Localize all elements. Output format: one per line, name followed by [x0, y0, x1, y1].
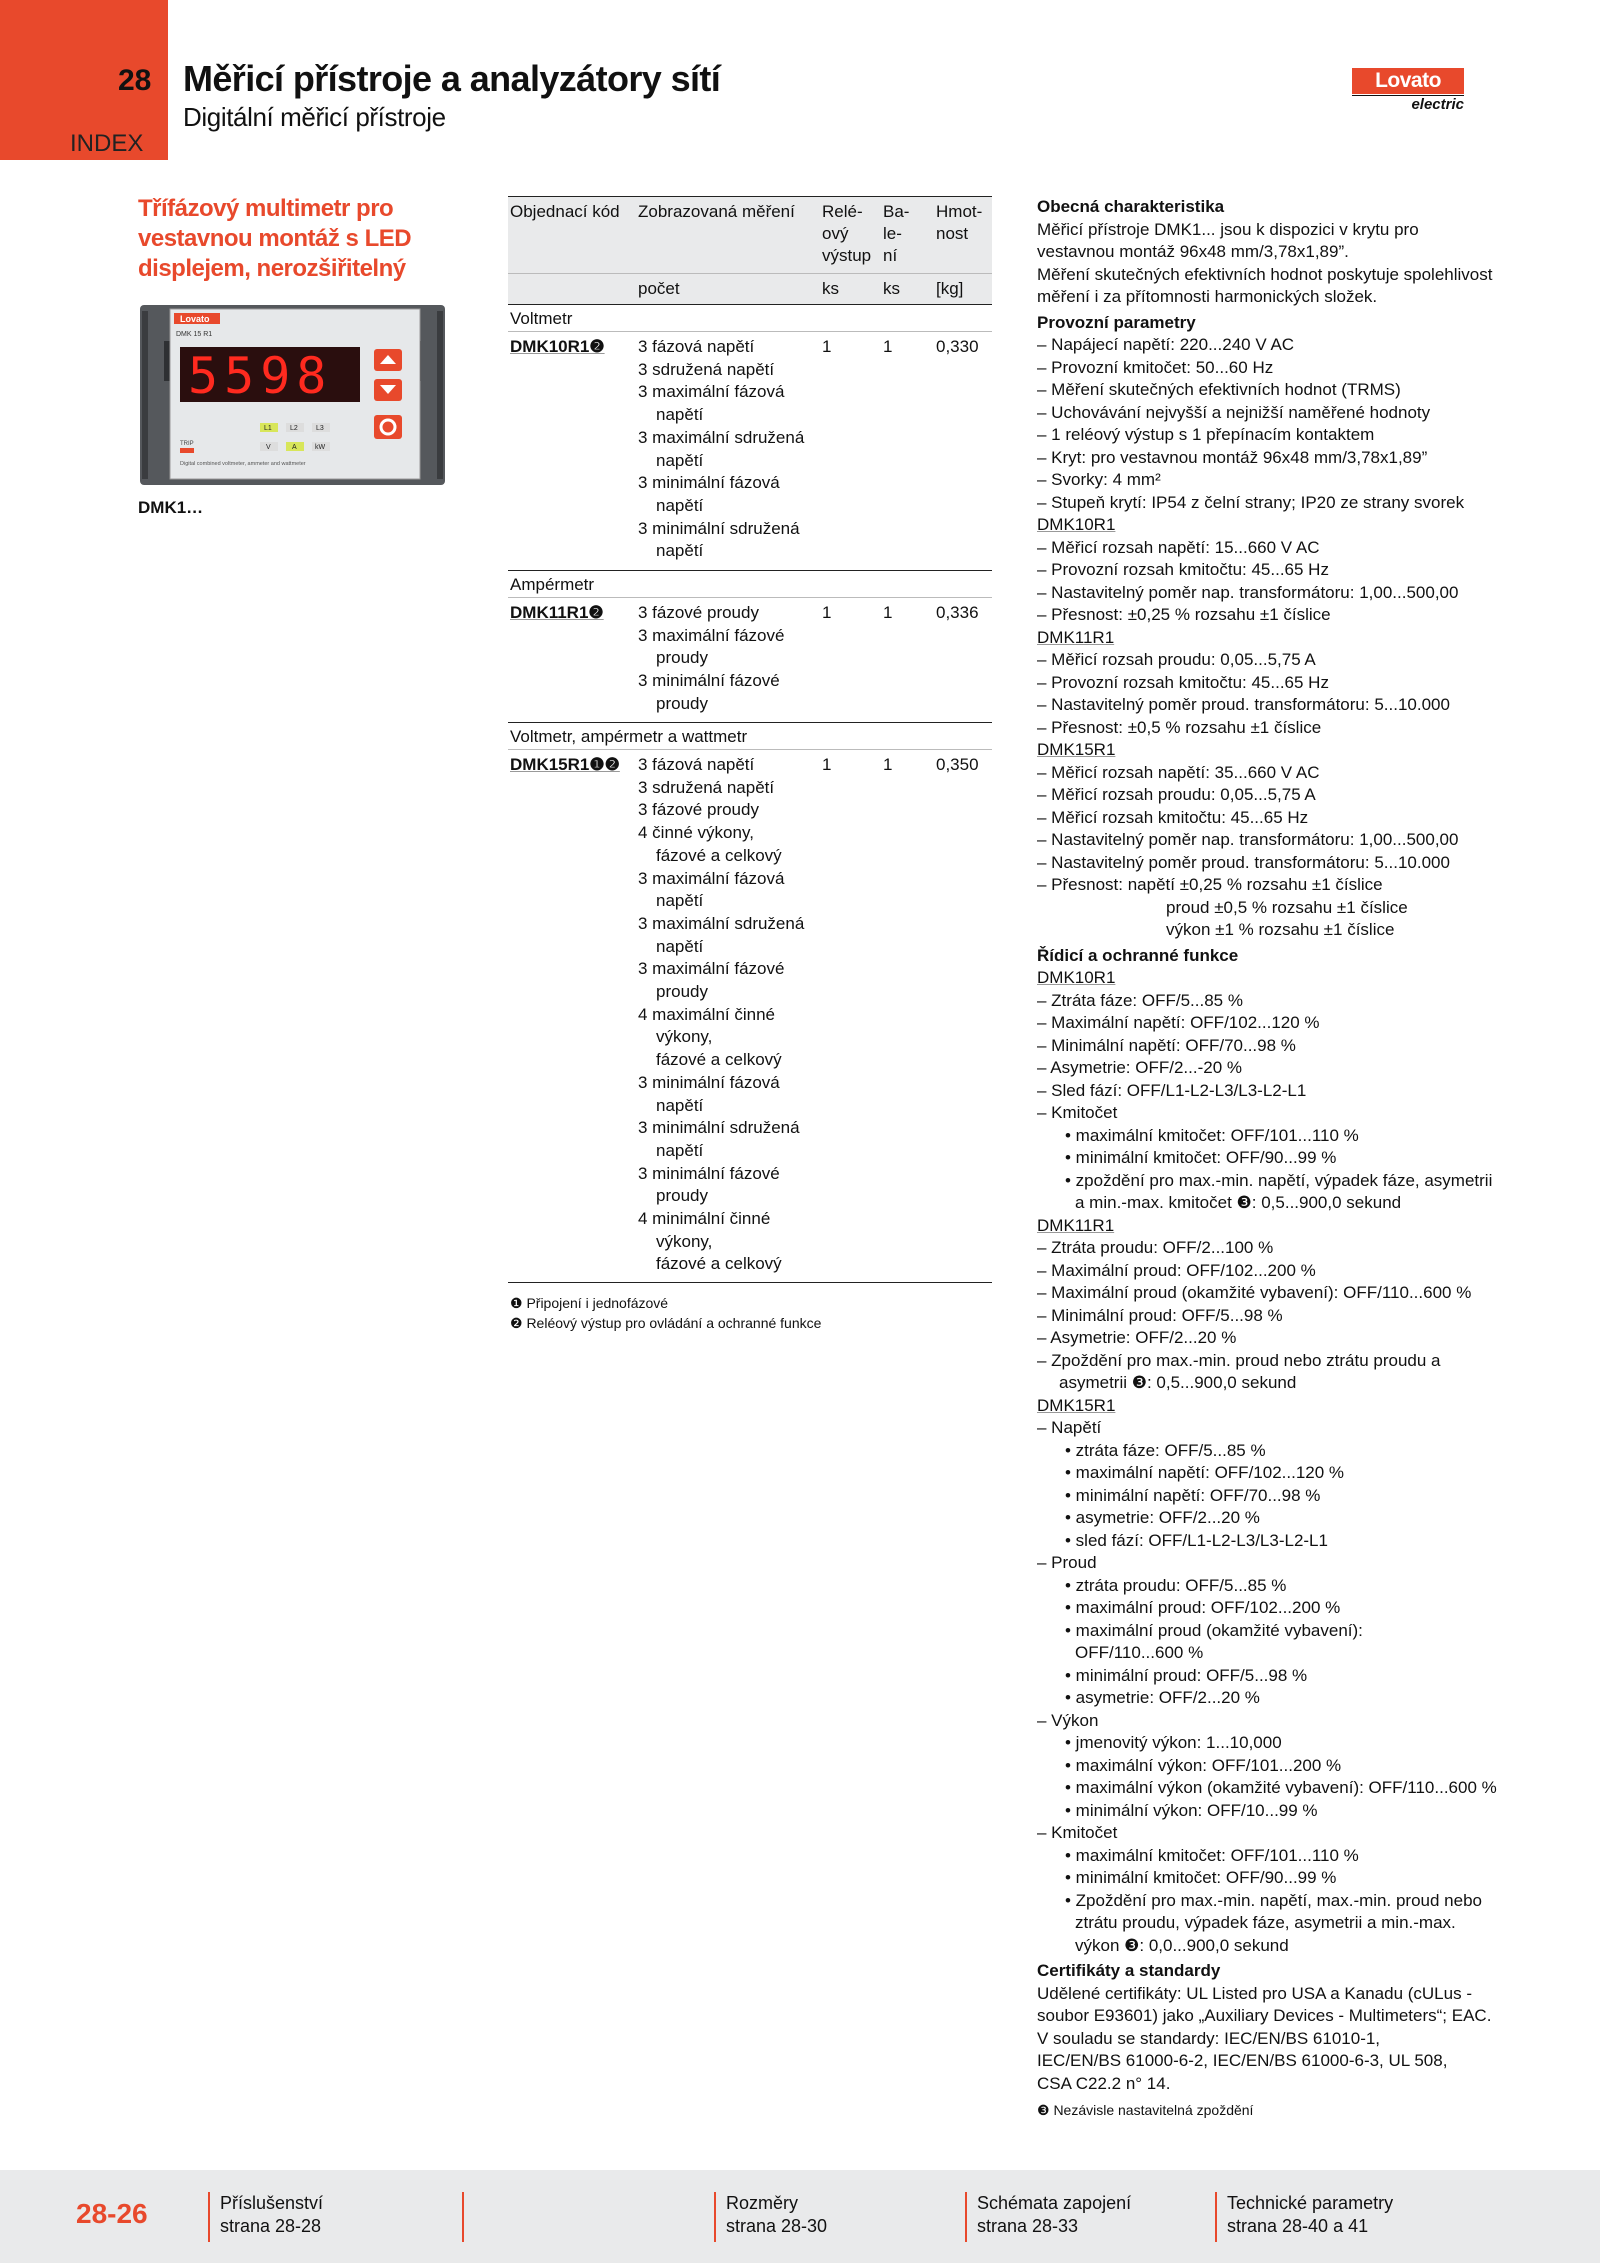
spec-line: CSA C22.2 n° 14.: [1037, 2073, 1171, 2093]
spec-heading: Provozní parametry: [1037, 312, 1196, 332]
spec-line: • sled fází: OFF/L1-L2-L3/L3-L2-L1: [1065, 1530, 1328, 1550]
spec-line: • minimální kmitočet: OFF/90...99 %: [1065, 1868, 1337, 1887]
unit-ks-relay: ks: [822, 279, 839, 298]
table-row: [508, 331, 992, 570]
spec-line: – Kryt: pro vestavnou montáž 96x48 mm/3,78x1,89”: [1037, 447, 1428, 467]
col-header-pack: Ba- le- ní: [883, 202, 910, 265]
spec-line: • minimální proud: OFF/5...98 %: [1065, 1665, 1308, 1685]
spec-line: – Proud: [1037, 1553, 1097, 1572]
footnote-2: ❷ Reléový výstup pro ovládání a ochranné funkce: [510, 1315, 822, 1331]
measurement-list: 3 fázová napětí 3 sdružená napětí 3 fázové proudy 4 činné výkony, fázové a celkový 3 maximální fázová napětí 3 maximální sdružená napětí 3 maximální fázové proudy 4 maximální činné výkony, fázové a celkový 3 minimální fázová napětí 3 minimální sdružená napětí 3 minimální fázové proudy 4 minimální činné výkony, fázové a celkový: [638, 755, 805, 1274]
measurement-list: 3 fázové proudy 3 maximální fázové proudy 3 minimální fázové proudy: [638, 603, 785, 713]
spec-line: • maximální kmitočet: OFF/101...110 %: [1065, 1125, 1359, 1145]
spec-line: • Zpoždění pro max.-min. napětí, max.-min. proud nebo: [1065, 1890, 1482, 1910]
device-model: DMK 15 R1: [176, 331, 213, 338]
footer-separator: [714, 2192, 716, 2242]
spec-line: V souladu se standardy: IEC/EN/BS 61010-1,: [1037, 2028, 1381, 2048]
unit-count: počet: [638, 279, 680, 298]
spec-line: – Nastavitelný poměr proud. transformátoru: 5...10.000: [1037, 695, 1450, 714]
order-code: DMK11R1❷: [510, 603, 604, 622]
spec-line: – Ztráta fáze: OFF/5...85 %: [1037, 990, 1243, 1010]
spec-line: – Přesnost: napětí ±0,25 % rozsahu ±1 číslice: [1037, 875, 1383, 894]
spec-line: • maximální napětí: OFF/102...120 %: [1065, 1463, 1345, 1482]
section-label: Voltmetr, ampérmetr a wattmetr: [508, 722, 992, 749]
spec-line: proud ±0,5 % rozsahu ±1 číslice: [1166, 897, 1408, 917]
spec-line: • maximální proud (okamžité vybavení):: [1065, 1620, 1363, 1640]
spec-line: – Přesnost: ±0,5 % rozsahu ±1 číslice: [1037, 717, 1322, 737]
spec-line: – Provozní rozsah kmitočtu: 45...65 Hz: [1037, 672, 1329, 692]
table-header-row: [508, 196, 992, 273]
product-title: Třífázový multimetr pro vestavnou montáž s LED displejem, nerozšiřitelný: [138, 195, 412, 282]
pack-count: 1: [883, 337, 893, 356]
spec-heading: Obecná charakteristika: [1037, 197, 1225, 216]
footer-link-wiring[interactable]: Schémata zapojení strana 28-33: [977, 2193, 1132, 2236]
spec-line: – Nastavitelný poměr nap. transformátoru: 1,00...500,00: [1037, 582, 1459, 602]
spec-line: – Přesnost: ±0,25 % rozsahu ±1 číslice: [1037, 605, 1331, 624]
unit-v: V: [266, 444, 271, 451]
footer-separator: [462, 2192, 464, 2242]
spec-line: • ztráta fáze: OFF/5...85 %: [1065, 1440, 1266, 1460]
order-code: DMK10R1❷: [510, 337, 605, 356]
unit-kg: [kg]: [936, 279, 964, 298]
spec-line: • minimální kmitočet: OFF/90...99 %: [1065, 1148, 1337, 1167]
footer-separator: [208, 2192, 210, 2242]
spec-model-label: DMK15R1: [1037, 1395, 1116, 1415]
led-display: 5598: [188, 347, 333, 405]
spec-line: • asymetrie: OFF/2...20 %: [1065, 1508, 1260, 1527]
footer-separator: [1215, 2192, 1217, 2242]
trip-label: TRIP: [180, 441, 194, 447]
table-row: [508, 749, 992, 1282]
spec-line: – Sled fází: OFF/L1-L2-L3/L3-L2-L1: [1037, 1080, 1307, 1100]
spec-line: ztrátu proudu, výpadek fáze, asymetrii a min.-max.: [1075, 1913, 1456, 1932]
spec-line: • minimální výkon: OFF/10...99 %: [1065, 1800, 1318, 1820]
page-number: 28-26: [76, 2198, 148, 2229]
led-l2: L2: [290, 425, 298, 432]
spec-line: – Ztráta proudu: OFF/2...100 %: [1037, 1238, 1274, 1257]
page-title: Měřicí přístroje a analyzátory sítí: [183, 58, 721, 99]
lovato-logo: [1352, 68, 1464, 114]
spec-line: výkon ±1 % rozsahu ±1 číslice: [1166, 920, 1395, 939]
spec-line: – Měření skutečných efektivních hodnot (TRMS): [1037, 380, 1401, 399]
order-table: [508, 196, 992, 1333]
logo-wordmark: Lovato: [1352, 68, 1464, 94]
spec-line: • maximální proud: OFF/102...200 %: [1065, 1598, 1341, 1617]
spec-line: • ztráta proudu: OFF/5...85 %: [1065, 1575, 1287, 1595]
spec-line: OFF/110...600 %: [1075, 1643, 1204, 1662]
spec-line: • jmenovitý výkon: 1...10,000: [1065, 1733, 1282, 1752]
spec-line: – Asymetrie: OFF/2...20 %: [1037, 1328, 1237, 1347]
relay-count: 1: [822, 337, 832, 356]
spec-line: měření i za přítomnosti harmonických složek.: [1037, 287, 1378, 306]
page-footer: [0, 2170, 1600, 2263]
spec-line: – Měřicí rozsah napětí: 35...660 V AC: [1037, 762, 1320, 782]
spec-heading: Certifikáty a standardy: [1037, 1961, 1221, 1980]
spec-line: – Maximální proud: OFF/102...200 %: [1037, 1260, 1316, 1280]
spec-line: – Stupeň krytí: IP54 z čelní strany; IP20 ze strany svorek: [1037, 492, 1465, 512]
table-units-row: [508, 273, 992, 304]
relay-count: 1: [822, 603, 832, 622]
spec-heading: Řídicí a ochranné funkce: [1037, 945, 1239, 965]
spec-line: – Provozní kmitočet: 50...60 Hz: [1037, 357, 1274, 377]
footer-link-dimensions[interactable]: Rozměry strana 28-30: [726, 2193, 828, 2236]
logo-tagline: electric: [1352, 95, 1464, 113]
spec-line: IEC/EN/BS 61000-6-2, IEC/EN/BS 61000-6-3, UL 508,: [1037, 2051, 1448, 2070]
spec-line: Měřicí přístroje DMK1... jsou k dispozici v krytu pro: [1037, 219, 1419, 239]
unit-kw: kW: [315, 444, 326, 451]
spec-line: Udělené certifikáty: UL Listed pro USA a Kanadu (cULus -: [1037, 1983, 1472, 2003]
spec-line: – Uchovávání nejvyšší a nejnižší naměřené hodnoty: [1037, 402, 1431, 422]
spec-line: • maximální kmitočet: OFF/101...110 %: [1065, 1845, 1359, 1865]
pack-count: 1: [883, 603, 893, 622]
spec-line: – 1 reléový výstup s 1 přepínacím kontaktem: [1037, 425, 1375, 444]
footnote-1: ❶ Připojení i jednofázové: [510, 1295, 669, 1311]
footer-separator: [965, 2192, 967, 2242]
led-l1: L1: [264, 425, 272, 432]
spec-model-label: DMK10R1: [1037, 968, 1116, 987]
device-footer-text: Digital combined voltmeter, ammeter and wattmeter: [180, 461, 306, 467]
spec-line: • maximální výkon (okamžité vybavení): OFF/110...600 %: [1065, 1778, 1497, 1797]
spec-line: – Měřicí rozsah proudu: 0,05...5,75 A: [1037, 785, 1316, 804]
table-bottom-rule: [508, 1282, 992, 1293]
col-header-measurements: Zobrazovaná měření: [638, 202, 795, 221]
spec-line: vestavnou montáž 96x48 mm/3,78x1,89”.: [1037, 242, 1349, 261]
spec-line: soubor E93601) jako „Auxiliary Devices - Multimeters“; EAC.: [1037, 2006, 1492, 2025]
index-link[interactable]: INDEX: [70, 130, 144, 157]
spec-line: výkon ❸: 0,0...900,0 sekund: [1075, 1935, 1289, 1955]
spec-line: – Asymetrie: OFF/2...-20 %: [1037, 1058, 1243, 1077]
table-row: [508, 597, 992, 722]
footer-link-accessories[interactable]: Příslušenství strana 28-28: [220, 2193, 324, 2236]
spec-model-label: DMK11R1: [1037, 627, 1115, 647]
spec-line: • zpoždění pro max.-min. napětí, výpadek fáze, asymetrii: [1065, 1170, 1493, 1190]
spec-line: – Napájecí napětí: 220...240 V AC: [1037, 335, 1295, 354]
spec-model-label: DMK11R1: [1037, 1215, 1115, 1235]
unit-ks-pack: ks: [883, 279, 900, 298]
spec-line: • asymetrie: OFF/2...20 %: [1065, 1688, 1260, 1707]
product-image: [140, 305, 445, 485]
spec-line: – Výkon: [1037, 1710, 1099, 1730]
spec-line: – Zpoždění pro max.-min. proud nebo ztrátu proudu a: [1037, 1350, 1441, 1370]
col-header-code: Objednací kód: [510, 202, 620, 221]
spec-line: asymetrii ❸: 0,5...900,0 sekund: [1059, 1373, 1297, 1392]
spec-line: – Provozní rozsah kmitočtu: 45...65 Hz: [1037, 560, 1329, 579]
spec-model-label: DMK15R1: [1037, 740, 1116, 759]
pack-count: 1: [883, 755, 893, 774]
spec-line: – Maximální napětí: OFF/102...120 %: [1037, 1013, 1320, 1032]
order-code: DMK15R1❶❷: [510, 755, 620, 774]
section-label: Ampérmetr: [508, 570, 992, 597]
product-caption: DMK1…: [138, 498, 204, 517]
spec-line: ❸ Nezávisle nastavitelná zpoždění: [1037, 2102, 1254, 2118]
weight-value: 0,336: [936, 603, 979, 622]
spec-line: – Kmitočet: [1037, 1103, 1118, 1122]
spec-line: – Měřicí rozsah proudu: 0,05...5,75 A: [1037, 650, 1316, 669]
spec-line: – Měřicí rozsah napětí: 15...660 V AC: [1037, 537, 1320, 557]
col-header-weight: Hmot- nost: [936, 202, 983, 243]
measurement-list: 3 fázová napětí 3 sdružená napětí 3 maximální fázová napětí 3 maximální sdružená napětí 3 minimální fázová napětí 3 minimální sdružená napětí: [638, 337, 805, 561]
spec-line: – Nastavitelný poměr nap. transformátoru: 1,00...500,00: [1037, 830, 1459, 849]
spec-line: a min.-max. kmitočet ❸: 0,5...900,0 sekund: [1075, 1193, 1402, 1212]
spec-model-label: DMK10R1: [1037, 515, 1116, 534]
chapter-number: 28: [118, 64, 152, 97]
spec-line: – Svorky: 4 mm²: [1037, 470, 1161, 489]
footer-link-technical[interactable]: Technické parametry strana 28-40 a 41: [1227, 2193, 1394, 2236]
spec-line: • minimální napětí: OFF/70...98 %: [1065, 1485, 1321, 1505]
spec-line: – Měřicí rozsah kmitočtu: 45...65 Hz: [1037, 807, 1309, 827]
unit-a: A: [292, 444, 297, 451]
spec-line: – Napětí: [1037, 1418, 1102, 1437]
spec-line: Měření skutečných efektivních hodnot poskytuje spolehlivost: [1037, 264, 1493, 284]
device-brand: Lovato: [180, 314, 210, 324]
led-l3: L3: [316, 425, 324, 432]
relay-count: 1: [822, 755, 832, 774]
page-subtitle: Digitální měřicí přístroje: [183, 102, 446, 132]
spec-column: [1037, 196, 1537, 2122]
spec-line: – Maximální proud (okamžité vybavení): OFF/110...600 %: [1037, 1283, 1472, 1302]
weight-value: 0,330: [936, 337, 979, 356]
col-header-relay: Relé- ový výstup: [822, 202, 872, 265]
section-label: Voltmetr: [508, 304, 992, 331]
spec-line: – Nastavitelný poměr proud. transformátoru: 5...10.000: [1037, 852, 1450, 872]
spec-line: – Minimální proud: OFF/5...98 %: [1037, 1305, 1283, 1325]
spec-line: – Minimální napětí: OFF/70...98 %: [1037, 1035, 1296, 1055]
spec-line: • maximální výkon: OFF/101...200 %: [1065, 1755, 1342, 1775]
spec-line: – Kmitočet: [1037, 1823, 1118, 1842]
weight-value: 0,350: [936, 755, 979, 774]
